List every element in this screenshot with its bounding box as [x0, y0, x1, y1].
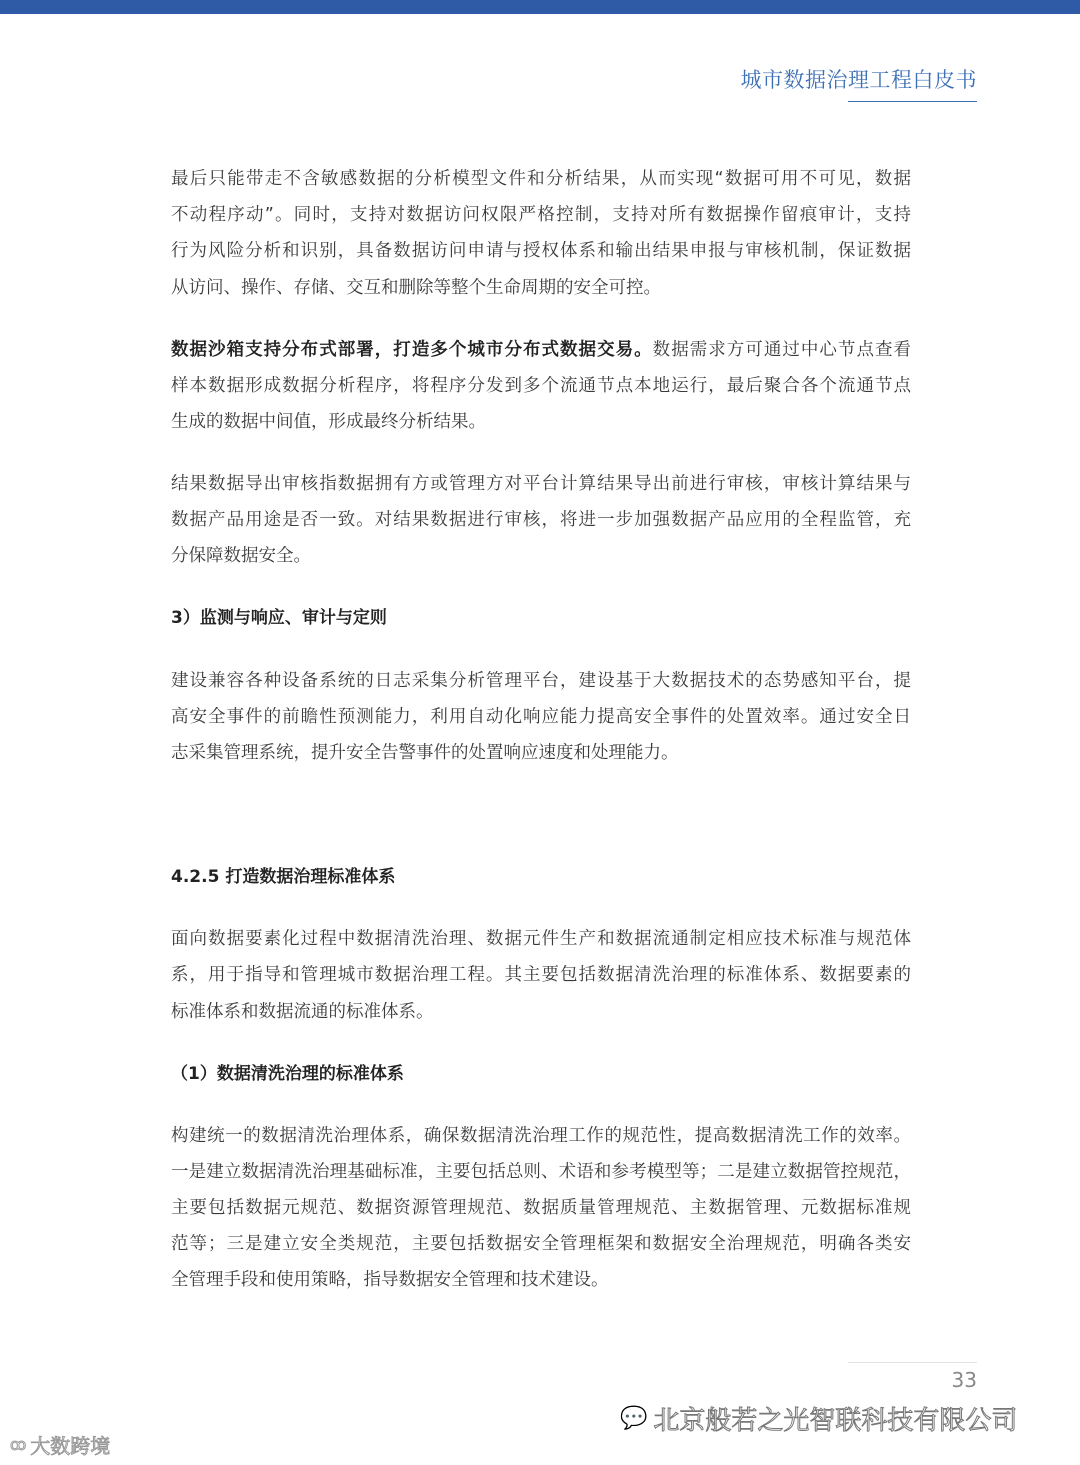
logo-watermark-text: 大数跨境 [30, 1434, 111, 1458]
paragraph-line: 行为风险分析和识别，具备数据访问申请与授权体系和输出结果申报与审核机制，保证数据 [171, 241, 911, 261]
paragraph-line: 志采集管理系统，提升安全告警事件的处置响应速度和处理能力。 [171, 743, 679, 763]
paragraph-line: 全管理手段和使用策略，指导数据安全管理和技术建设。 [171, 1270, 609, 1290]
page-number: 33 [951, 1368, 977, 1392]
section-heading: 3）监测与响应、审计与定则 [171, 608, 387, 628]
footer-rule [848, 1362, 977, 1363]
paragraph-line: 系，用于指导和管理城市数据治理工程。其主要包括数据清洗治理的标准体系、数据要素的 [171, 965, 911, 985]
paragraph-line: 构建统一的数据清洗治理体系，确保数据清洗治理工作的规范性，提高数据清洗工作的效率。 [171, 1126, 911, 1146]
header-accent-bar [0, 0, 1080, 14]
paragraph-line: 数据产品用途是否一致。对结果数据进行审核，将进一步加强数据产品应用的全程监管，充 [171, 510, 911, 530]
paragraph-line: 最后只能带走不含敏感数据的分析模型文件和分析结果，从而实现“数据可用不可见，数据 [171, 169, 911, 189]
section-heading: 4.2.5 打造数据治理标准体系 [171, 867, 396, 887]
paragraph-lead: 数据沙箱支持分布式部署，打造多个城市分布式数据交易。 [171, 340, 653, 360]
paragraph-line: 范等；三是建立安全类规范，主要包括数据安全管理框架和数据安全治理规范，明确各类安 [171, 1234, 911, 1254]
paragraph-line [171, 338, 911, 362]
paragraph-line: 样本数据形成数据分析程序，将程序分发到多个流通节点本地运行，最后聚合各个流通节点 [171, 376, 911, 396]
wechat-icon: 💬 [620, 1406, 648, 1431]
paragraph-line: 面向数据要素化过程中数据清洗治理、数据元件生产和数据流通制定相应技术标准与规范体 [171, 929, 911, 949]
document-title: 城市数据治理工程白皮书 [740, 68, 977, 92]
section-heading: （1）数据清洗治理的标准体系 [171, 1064, 404, 1084]
paragraph-line: 从访问、操作、存储、交互和删除等整个生命周期的安全可控。 [171, 278, 661, 298]
title-underline [848, 101, 977, 102]
paragraph-text: 数据需求方可通过中心节点查看 [652, 340, 912, 360]
paragraph-line: 建设兼容各种设备系统的日志采集分析管理平台，建设基于大数据技术的态势感知平台，提 [171, 671, 911, 691]
logo-icon: ꝏ [10, 1435, 27, 1454]
paragraph-line: 不动程序动”。同时，支持对数据访问权限严格控制，支持对所有数据操作留痕审计，支持 [171, 205, 911, 225]
logo-watermark [10, 1430, 110, 1459]
paragraph-line: 主要包括数据元规范、数据资源管理规范、数据质量管理规范、主数据管理、元数据标准规 [171, 1198, 911, 1218]
paragraph-line: 一是建立数据清洗治理基础标准，主要包括总则、术语和参考模型等；二是建立数据管控规范， [171, 1162, 911, 1182]
company-watermark [620, 1400, 1017, 1437]
paragraph-line: 高安全事件的前瞻性预测能力，利用自动化响应能力提高安全事件的处置效率。通过安全日 [171, 707, 911, 727]
paragraph-line: 分保障数据安全。 [171, 546, 311, 566]
company-watermark-text: 北京般若之光智联科技有限公司 [653, 1406, 1018, 1436]
paragraph-line: 生成的数据中间值，形成最终分析结果。 [171, 412, 486, 432]
paragraph-line: 标准体系和数据流通的标准体系。 [171, 1002, 434, 1022]
paragraph-line: 结果数据导出审核指数据拥有方或管理方对平台计算结果导出前进行审核，审核计算结果与 [171, 474, 911, 494]
